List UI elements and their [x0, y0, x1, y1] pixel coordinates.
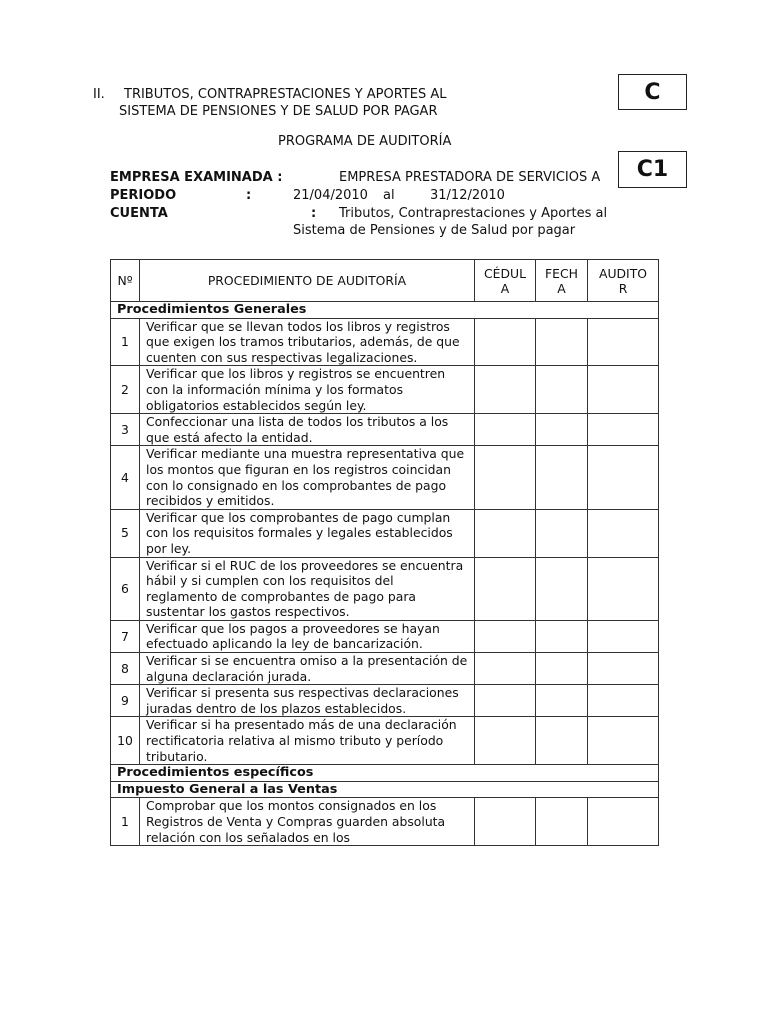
- periodo-al: al: [383, 188, 395, 203]
- section-row-specific-label: Procedimientos específicos: [111, 765, 659, 782]
- periodo-to: 31/12/2010: [430, 188, 505, 203]
- cuenta-value-line-2: Sistema de Pensiones y de Salud por pagar: [293, 223, 576, 238]
- row-procedure: Verificar si ha presentado más de una declaración rectificatoria relativa al mismo tributo y período tributario.: [140, 717, 475, 765]
- periodo-label: PERIODO: [110, 188, 177, 203]
- row-auditor-cell: [588, 366, 659, 414]
- row-auditor-cell: [588, 653, 659, 685]
- row-cedula-cell: [475, 318, 536, 366]
- cuenta-value-line-1: Tributos, Contraprestaciones y Aportes al: [339, 206, 608, 221]
- row-number: 4: [111, 446, 140, 509]
- row-auditor-cell: [588, 798, 659, 846]
- row-procedure: Verificar que los comprobantes de pago cumplan con los requisitos formales y legales establecidos por ley.: [140, 509, 475, 557]
- row-procedure: Verificar que los libros y registros se encuentren con la información mínima y los formatos obligatorios establecidos según ley.: [140, 366, 475, 414]
- row-number: 6: [111, 557, 140, 620]
- empresa-value: EMPRESA PRESTADORA DE SERVICIOS A: [339, 170, 601, 185]
- row-number: 10: [111, 717, 140, 765]
- row-fecha-cell: [536, 653, 588, 685]
- table-row: [111, 557, 659, 620]
- table-row: [111, 366, 659, 414]
- section-title-line-2: SISTEMA DE PENSIONES Y DE SALUD POR PAGAR: [119, 104, 438, 119]
- cuenta-label: CUENTA: [110, 206, 168, 221]
- row-auditor-cell: [588, 557, 659, 620]
- periodo-from: 21/04/2010: [293, 188, 368, 203]
- row-auditor-cell: [588, 509, 659, 557]
- row-number: 1: [111, 318, 140, 366]
- header-cedula: CÉDULA: [475, 260, 536, 302]
- row-fecha-cell: [536, 798, 588, 846]
- header-procedimiento: PROCEDIMIENTO DE AUDITORÍA: [140, 260, 475, 302]
- section-row-specific: [111, 765, 659, 782]
- row-procedure: Verificar que los pagos a proveedores se hayan efectuado aplicando la ley de bancarización.: [140, 620, 475, 652]
- table-row: [111, 653, 659, 685]
- row-number: 9: [111, 685, 140, 717]
- section-row-igv: [111, 781, 659, 798]
- section-numeral: II.: [93, 87, 105, 102]
- row-procedure: Confeccionar una lista de todos los tributos a los que está afecto la entidad.: [140, 414, 475, 446]
- section-row-general: [111, 302, 659, 319]
- table-row: [111, 318, 659, 366]
- header-auditor: AUDITOR: [588, 260, 659, 302]
- row-procedure: Verificar que se llevan todos los libros y registros que exigen los tramos tributarios, además, de que cuenten con sus respectivas legalizaciones.: [140, 318, 475, 366]
- row-cedula-cell: [475, 620, 536, 652]
- row-fecha-cell: [536, 685, 588, 717]
- row-auditor-cell: [588, 414, 659, 446]
- cuenta-colon: :: [311, 206, 317, 221]
- row-number: 8: [111, 653, 140, 685]
- row-cedula-cell: [475, 653, 536, 685]
- row-fecha-cell: [536, 414, 588, 446]
- row-cedula-cell: [475, 509, 536, 557]
- row-fecha-cell: [536, 620, 588, 652]
- table-row: [111, 446, 659, 509]
- table-row: [111, 620, 659, 652]
- table-row: [111, 509, 659, 557]
- row-cedula-cell: [475, 414, 536, 446]
- row-fecha-cell: [536, 717, 588, 765]
- section-row-igv-label: Impuesto General a las Ventas: [111, 781, 659, 798]
- section-title-line-1: TRIBUTOS, CONTRAPRESTACIONES Y APORTES AL: [124, 87, 447, 102]
- row-procedure: Verificar mediante una muestra representativa que los montos que figuran en los registros coincidan con lo consignado en los comprobantes de pago recibidos y emitidos.: [140, 446, 475, 509]
- row-fecha-cell: [536, 318, 588, 366]
- reference-box-c: C: [618, 74, 687, 110]
- table-row: [111, 798, 659, 846]
- row-fecha-cell: [536, 557, 588, 620]
- row-cedula-cell: [475, 685, 536, 717]
- row-cedula-cell: [475, 798, 536, 846]
- row-number: 7: [111, 620, 140, 652]
- header-num: Nº: [111, 260, 140, 302]
- row-cedula-cell: [475, 717, 536, 765]
- row-procedure: Comprobar que los montos consignados en los Registros de Venta y Compras guarden absoluta relación con los señalados en los: [140, 798, 475, 846]
- row-auditor-cell: [588, 446, 659, 509]
- section-general-label: Procedimientos Generales: [111, 302, 659, 319]
- row-number: 2: [111, 366, 140, 414]
- table-row: [111, 717, 659, 765]
- row-number: 5: [111, 509, 140, 557]
- header-fecha: FECHA: [536, 260, 588, 302]
- empresa-label: EMPRESA EXAMINADA :: [110, 170, 283, 185]
- reference-box-c1: C1: [618, 151, 687, 188]
- row-auditor-cell: [588, 717, 659, 765]
- row-auditor-cell: [588, 685, 659, 717]
- periodo-colon: :: [246, 188, 252, 203]
- row-cedula-cell: [475, 446, 536, 509]
- row-procedure: Verificar si presenta sus respectivas declaraciones juradas dentro de los plazos establecidos.: [140, 685, 475, 717]
- row-number: 1: [111, 798, 140, 846]
- table-row: [111, 685, 659, 717]
- row-fecha-cell: [536, 446, 588, 509]
- program-subtitle: PROGRAMA DE AUDITORÍA: [278, 134, 452, 149]
- row-cedula-cell: [475, 366, 536, 414]
- row-cedula-cell: [475, 557, 536, 620]
- row-fecha-cell: [536, 366, 588, 414]
- row-auditor-cell: [588, 318, 659, 366]
- audit-program-table: [110, 259, 659, 846]
- row-procedure: Verificar si se encuentra omiso a la presentación de alguna declaración jurada.: [140, 653, 475, 685]
- row-fecha-cell: [536, 509, 588, 557]
- table-header-row: [111, 260, 659, 302]
- table-row: [111, 414, 659, 446]
- row-number: 3: [111, 414, 140, 446]
- row-procedure: Verificar si el RUC de los proveedores se encuentra hábil y si cumplen con los requisitos del reglamento de comprobantes de pago para sustentar los gastos respectivos.: [140, 557, 475, 620]
- row-auditor-cell: [588, 620, 659, 652]
